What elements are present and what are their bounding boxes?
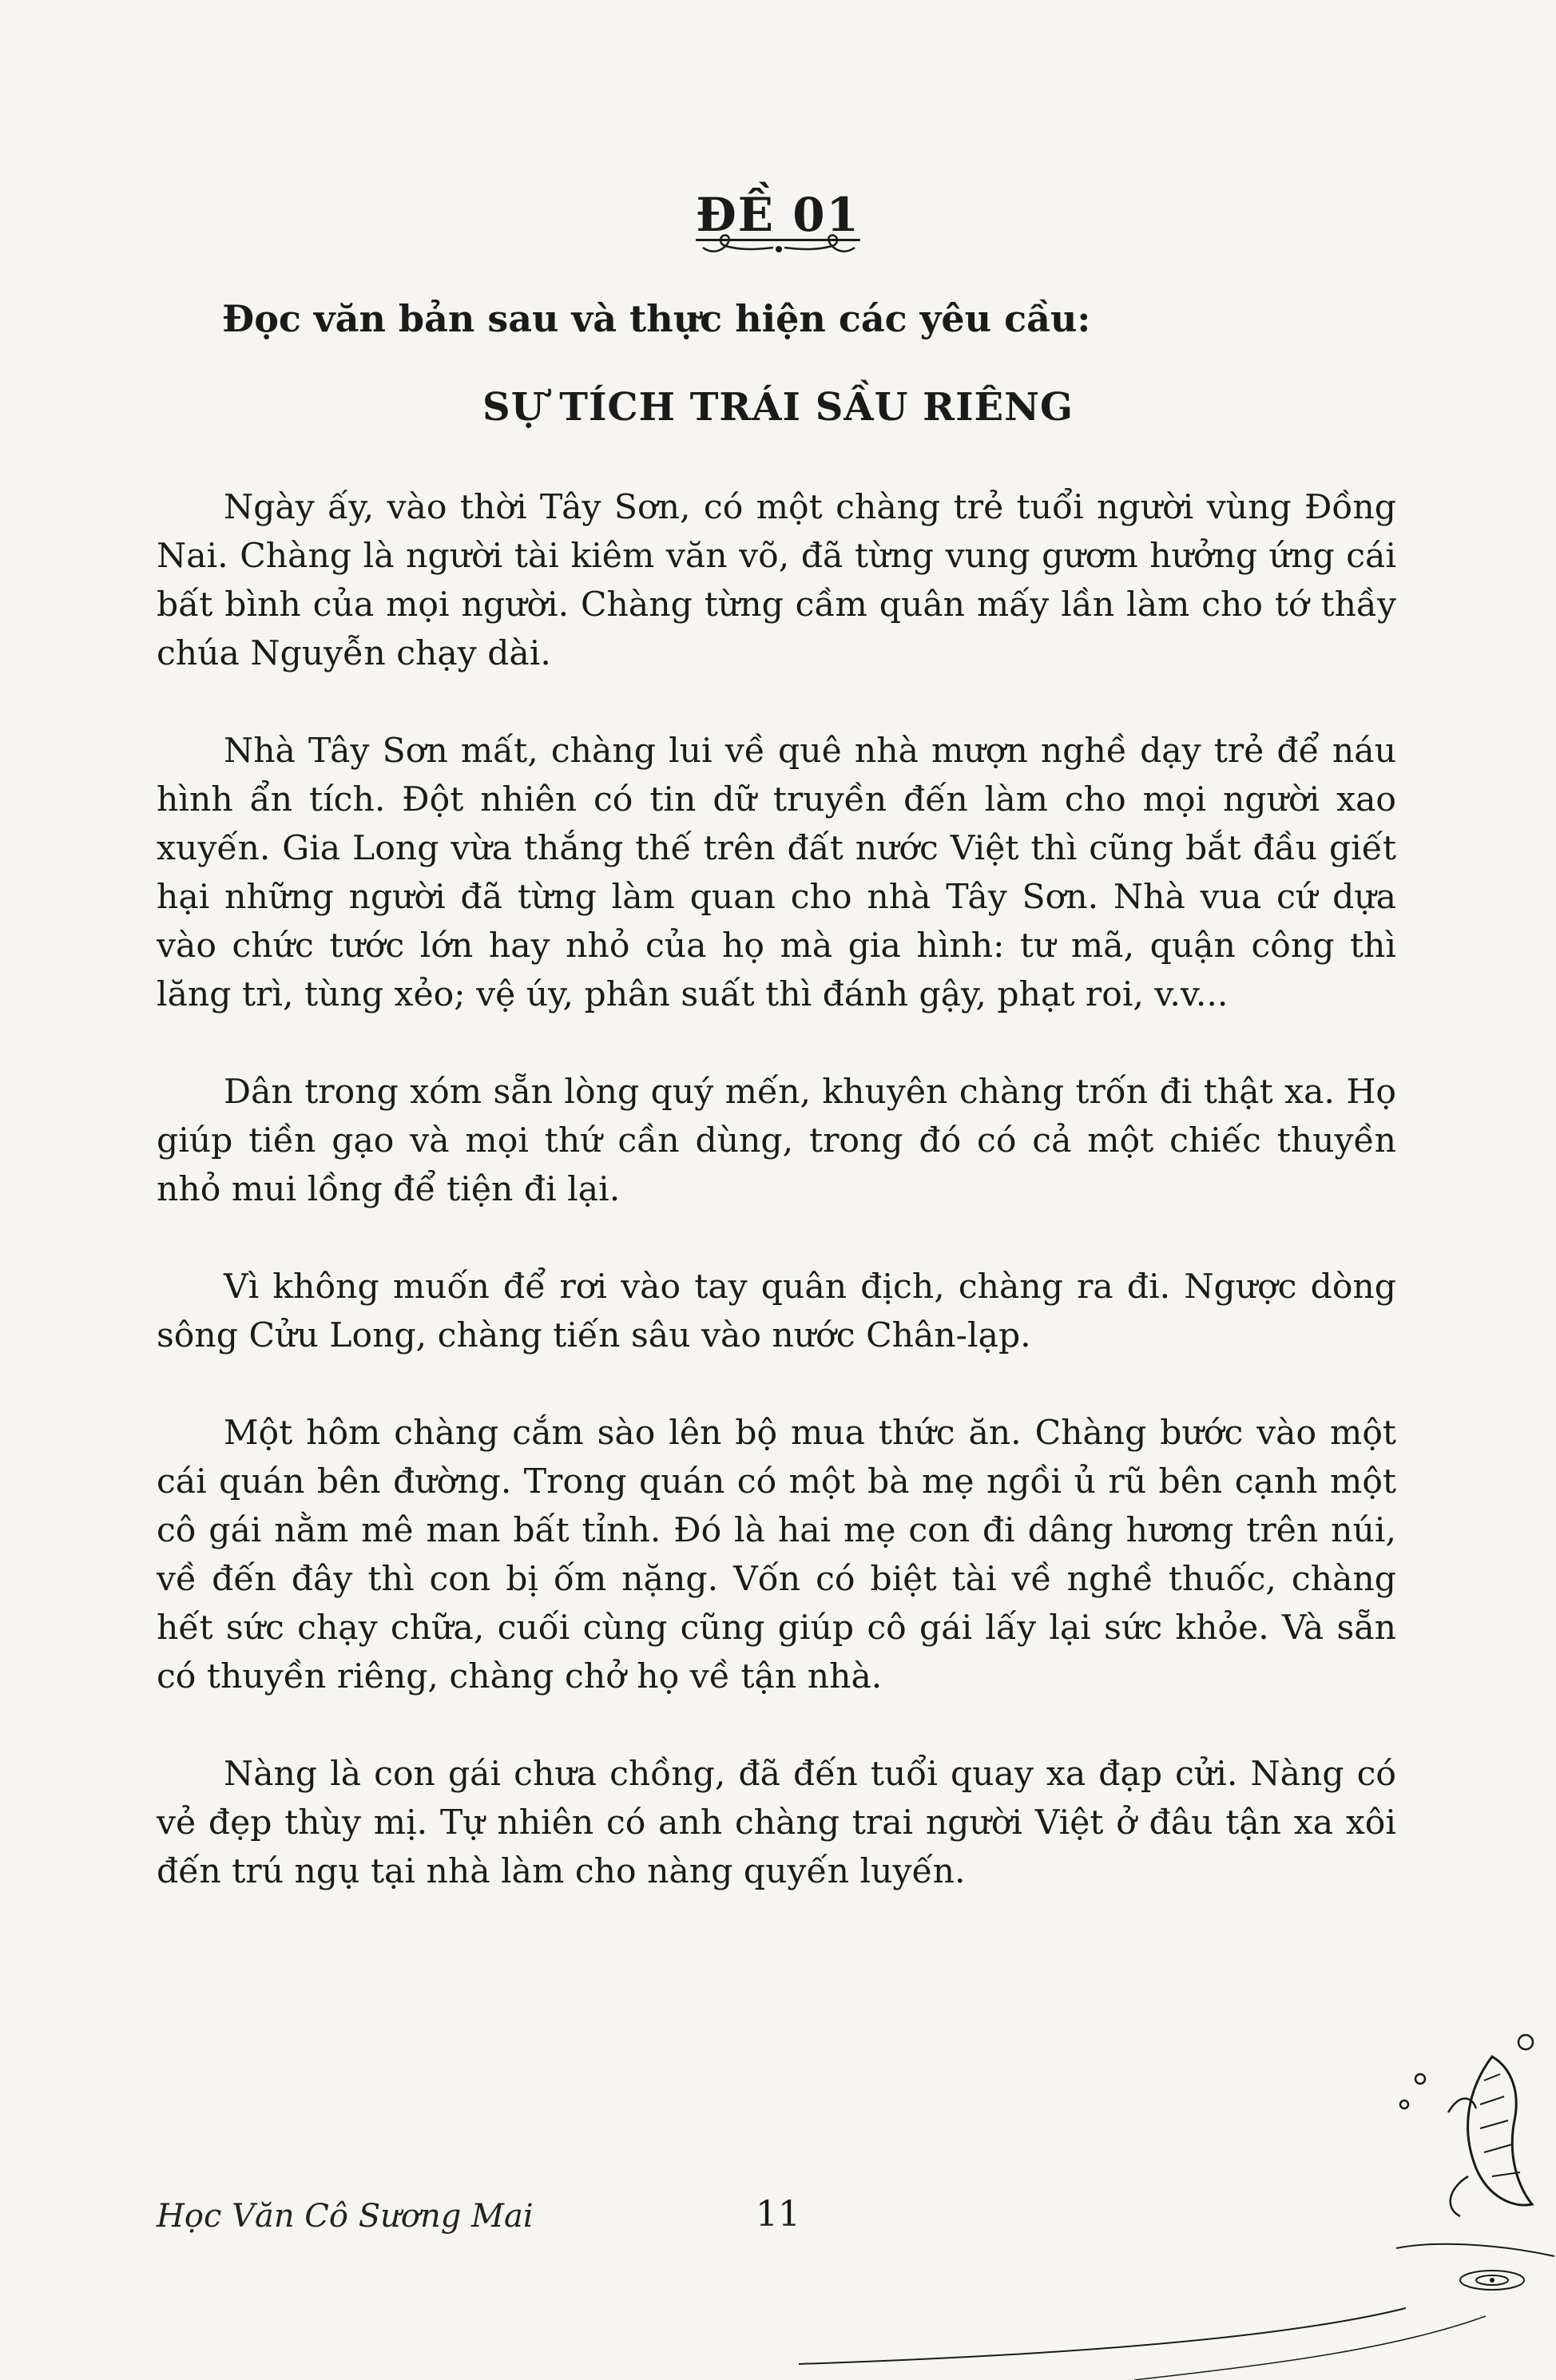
story-body xyxy=(157,483,1396,1945)
paragraph: Ngày ấy, vào thời Tây Sơn, có một chàng trẻ tuổi người vùng Đồng Nai. Chàng là người tài kiêm văn võ, đã từng vung gươm hưởng ứng cái bất bình của mọi người. Chàng từng cầm quân mấy lần làm cho tớ thầy chúa Nguyễn chạy dài. xyxy=(157,488,1396,673)
instruction-heading: Đọc văn bản sau và thực hiện các yêu cầu: xyxy=(222,297,1091,340)
footer-swoosh-decoration xyxy=(799,2260,1556,2380)
paragraph: Nhà Tây Sơn mất, chàng lui về quê nhà mượn nghề dạy trẻ để náu hình ẩn tích. Đột nhiên có tin dữ truyền đến làm cho mọi người xao xuyến. Gia Long vừa thắng thế trên đất nước Việt thì cũng bắt đầu giết hại những người đã từng làm quan cho nhà Tây Sơn. Nhà vua cứ dựa vào chức tước lớn hay nhỏ của họ mà gia hình: tư mã, quận công thì lăng trì, tùng xẻo; vệ úy, phân suất thì đánh gậy, phạt roi, v.v... xyxy=(157,732,1396,1014)
paragraph: Một hôm chàng cắm sào lên bộ mua thức ăn. Chàng bước vào một cái quán bên đường. Trong quán có một bà mẹ ngồi ủ rũ bên cạnh một cô gái nằm mê man bất tỉnh. Đó là hai mẹ con đi dâng hương trên núi, về đến đây thì con bị ốm nặng. Vốn có biệt tài về nghề thuốc, chàng hết sức chạy chữa, cuối cùng cũng giúp cô gái lấy lại sức khỏe. Và sẵn có thuyền riêng, chàng chở họ về tận nhà. xyxy=(157,1414,1396,1696)
footer-book-title: Học Văn Cô Sương Mai xyxy=(157,2198,534,2235)
section-title: ĐỀ 01 xyxy=(696,188,860,242)
paragraph: Nàng là con gái chưa chồng, đã đến tuổi quay xa đạp cửi. Nàng có vẻ đẹp thùy mị. Tự nhiên có anh chàng trai người Việt ở đâu tận xa xôi đến trú ngụ tại nhà làm cho nàng quyến luyến. xyxy=(157,1755,1396,1891)
story-title: SỰ TÍCH TRÁI SẦU RIÊNG xyxy=(482,385,1074,430)
title-flourish-ornament xyxy=(679,216,879,264)
paragraph: Vì không muốn để rơi vào tay quân địch, chàng ra đi. Ngược dòng sông Cửu Long, chàng tiến sâu vào nước Chân-lạp. xyxy=(157,1267,1396,1355)
page-number: 11 xyxy=(756,2194,800,2235)
paragraph: Dân trong xóm sẵn lòng quý mến, khuyên chàng trốn đi thật xa. Họ giúp tiền gạo và mọi thứ cần dùng, trong đó có cả một chiếc thuyền nhỏ mui lồng để tiện đi lại. xyxy=(157,1073,1396,1209)
